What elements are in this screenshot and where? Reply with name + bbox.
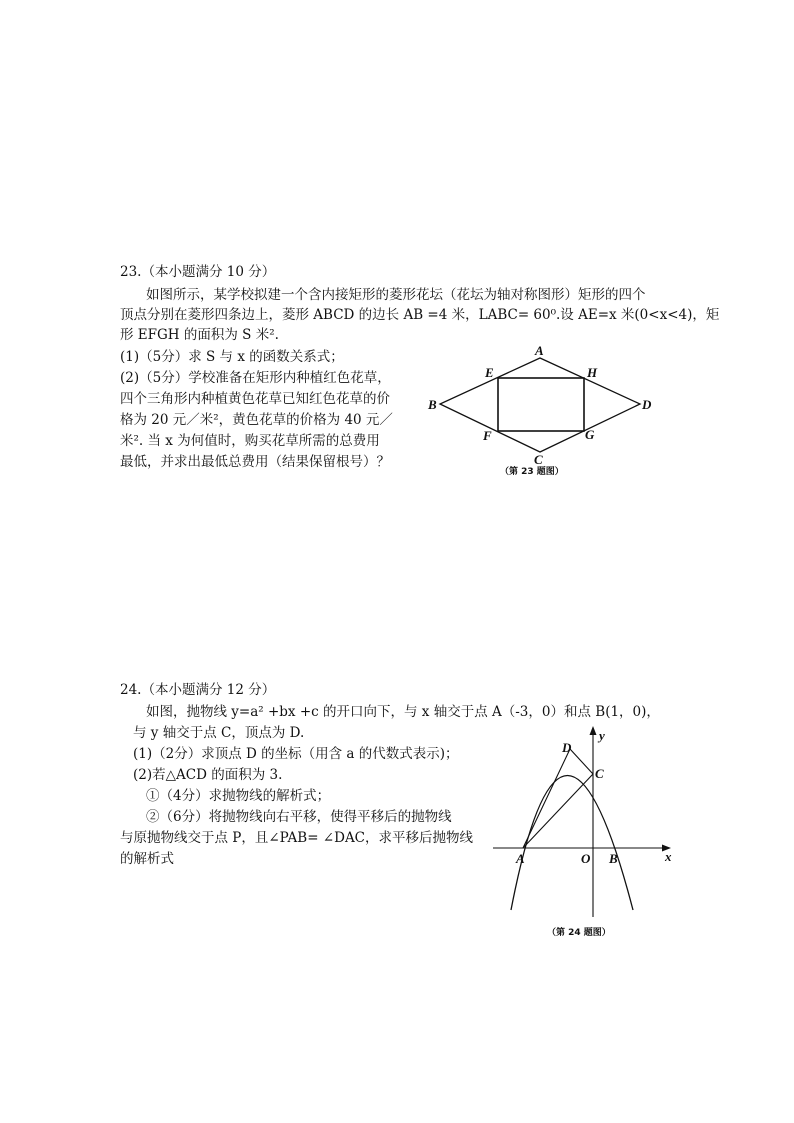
label-c: C <box>595 766 604 781</box>
q24-text-line: 如图，抛物线 y=a² +bx +c 的开口向下，与 x 轴交于点 A（-3，0）和点 B(1，0)， <box>146 704 660 720</box>
label-d: D <box>642 397 652 412</box>
q23-text-line: 顶点分别在菱形四条边上，菱形 ABCD 的边长 AB =4 米，LABC= 60⁰.设 AE=x 米(0<x<4)，矩 <box>120 307 720 323</box>
label-a: A <box>535 343 544 358</box>
q24-part-1: (1)（2分）求顶点 D 的坐标（用含 a 的代数式表示)； <box>133 746 459 762</box>
q23-header: 23.（本小题满分 10 分） <box>120 264 276 280</box>
q23-text-line: 最低，并求出最低总费用（结果保留根号）？ <box>120 454 390 470</box>
q24-header: 24.（本小题满分 12 分） <box>120 682 276 698</box>
label-h: H <box>587 365 598 380</box>
label-d: D <box>562 740 572 755</box>
label-a: A <box>516 851 525 866</box>
q24-figure-caption: （第 24 题图） <box>547 928 611 938</box>
q23-text-line: 四个三角形内种植黄色花草已知红色花草的价 <box>120 391 390 407</box>
q23-part-1: (1)（5分）求 S 与 x 的函数关系式； <box>120 349 344 365</box>
q24-part-2-2: ②（6分）将抛物线向右平移，使得平移后的抛物线 <box>146 809 452 825</box>
q23-text-line: 形 EFGH 的面积为 S 米². <box>120 327 279 343</box>
q23-part-2: (2)（5分）学校准备在矩形内种植红色花草， <box>120 370 391 386</box>
q24-text-line: 的解析式 <box>120 851 174 867</box>
triangle-acd <box>523 749 593 848</box>
q24-part-2-1: ①（4分）求抛物线的解析式； <box>146 788 331 804</box>
q23-figure-caption: （第 23 题图） <box>500 467 564 477</box>
label-b: B <box>428 397 437 412</box>
q23-text-line: 米². 当 x 为何值时，购买花草所需的总费用 <box>120 433 380 449</box>
label-b: B <box>609 851 618 866</box>
label-c: C <box>534 452 543 467</box>
q23-rhombus-figure <box>420 340 670 480</box>
q24-part-2: (2)若△ACD 的面积为 3. <box>133 767 283 783</box>
q23-text-line: 如图所示，某学校拟建一个含内接矩形的菱形花坛（花坛为轴对称图形）矩形的四个 <box>146 287 646 303</box>
label-y: y <box>599 728 605 743</box>
label-e: E <box>485 365 494 380</box>
rhombus-abcd <box>440 358 640 452</box>
q24-text-line: 与 y 轴交于点 C，顶点为 D. <box>133 725 305 741</box>
q23-text-line: 格为 20 元／米²，黄色花草的价格为 40 元／ <box>120 412 393 428</box>
label-x: x <box>665 849 672 864</box>
y-axis-arrow <box>590 726 597 735</box>
label-f: F <box>483 428 492 443</box>
label-g: G <box>585 427 595 442</box>
label-o: O <box>581 851 591 866</box>
rectangle-efgh <box>498 378 584 431</box>
q24-text-line: 与原抛物线交于点 P，且∠PAB= ∠DAC，求平移后抛物线 <box>120 830 474 846</box>
q24-parabola-figure <box>485 722 685 942</box>
